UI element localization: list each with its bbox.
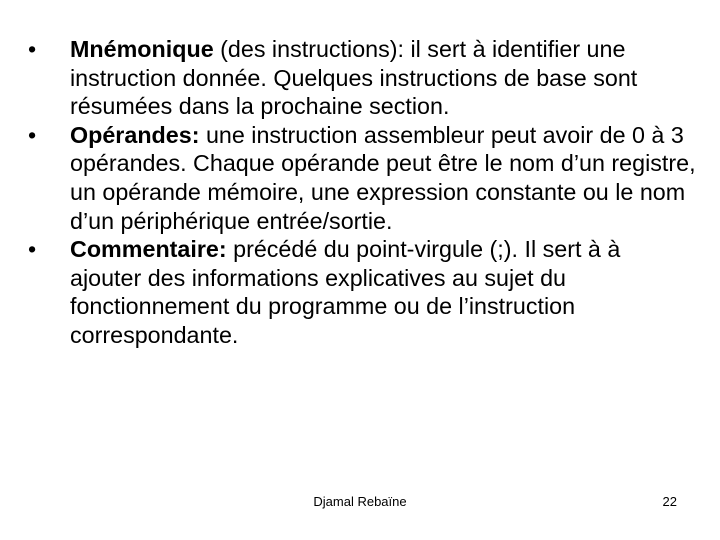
bullet-marker: •	[28, 121, 37, 148]
bullet-text: une instruction assembleur peut avoir de 0 à 3 opérandes. Chaque opérande peut être le nom d’un registre, un opérande mémoire, une expression constante ou le nom d’un périphérique entrée/sortie.	[70, 121, 696, 234]
bullet-text: précédé du point-virgule (;). Il sert à à ajouter des informations explicatives au sujet du fonctionnement du programme ou de l’instruction correspondante.	[70, 236, 621, 348]
bullet-term: Mnémonique	[70, 36, 214, 62]
bullet-term: Commentaire:	[70, 236, 227, 263]
bullet-term: Opérandes:	[70, 121, 200, 148]
bullet-operandes	[25, 121, 697, 235]
page-number: 22	[662, 494, 677, 509]
bullet-mnemonique	[25, 35, 697, 121]
bullet-commentaire	[25, 235, 697, 349]
bullet-list	[25, 35, 697, 350]
footer-author: Djamal Rebaïne	[313, 494, 407, 509]
bullet-marker: •	[28, 236, 37, 263]
bullet-text: (des instructions): il sert à identifier une instruction donnée. Quelques instructions de base sont résumées dans la prochaine section.	[70, 36, 638, 120]
bullet-marker: •	[28, 36, 37, 62]
